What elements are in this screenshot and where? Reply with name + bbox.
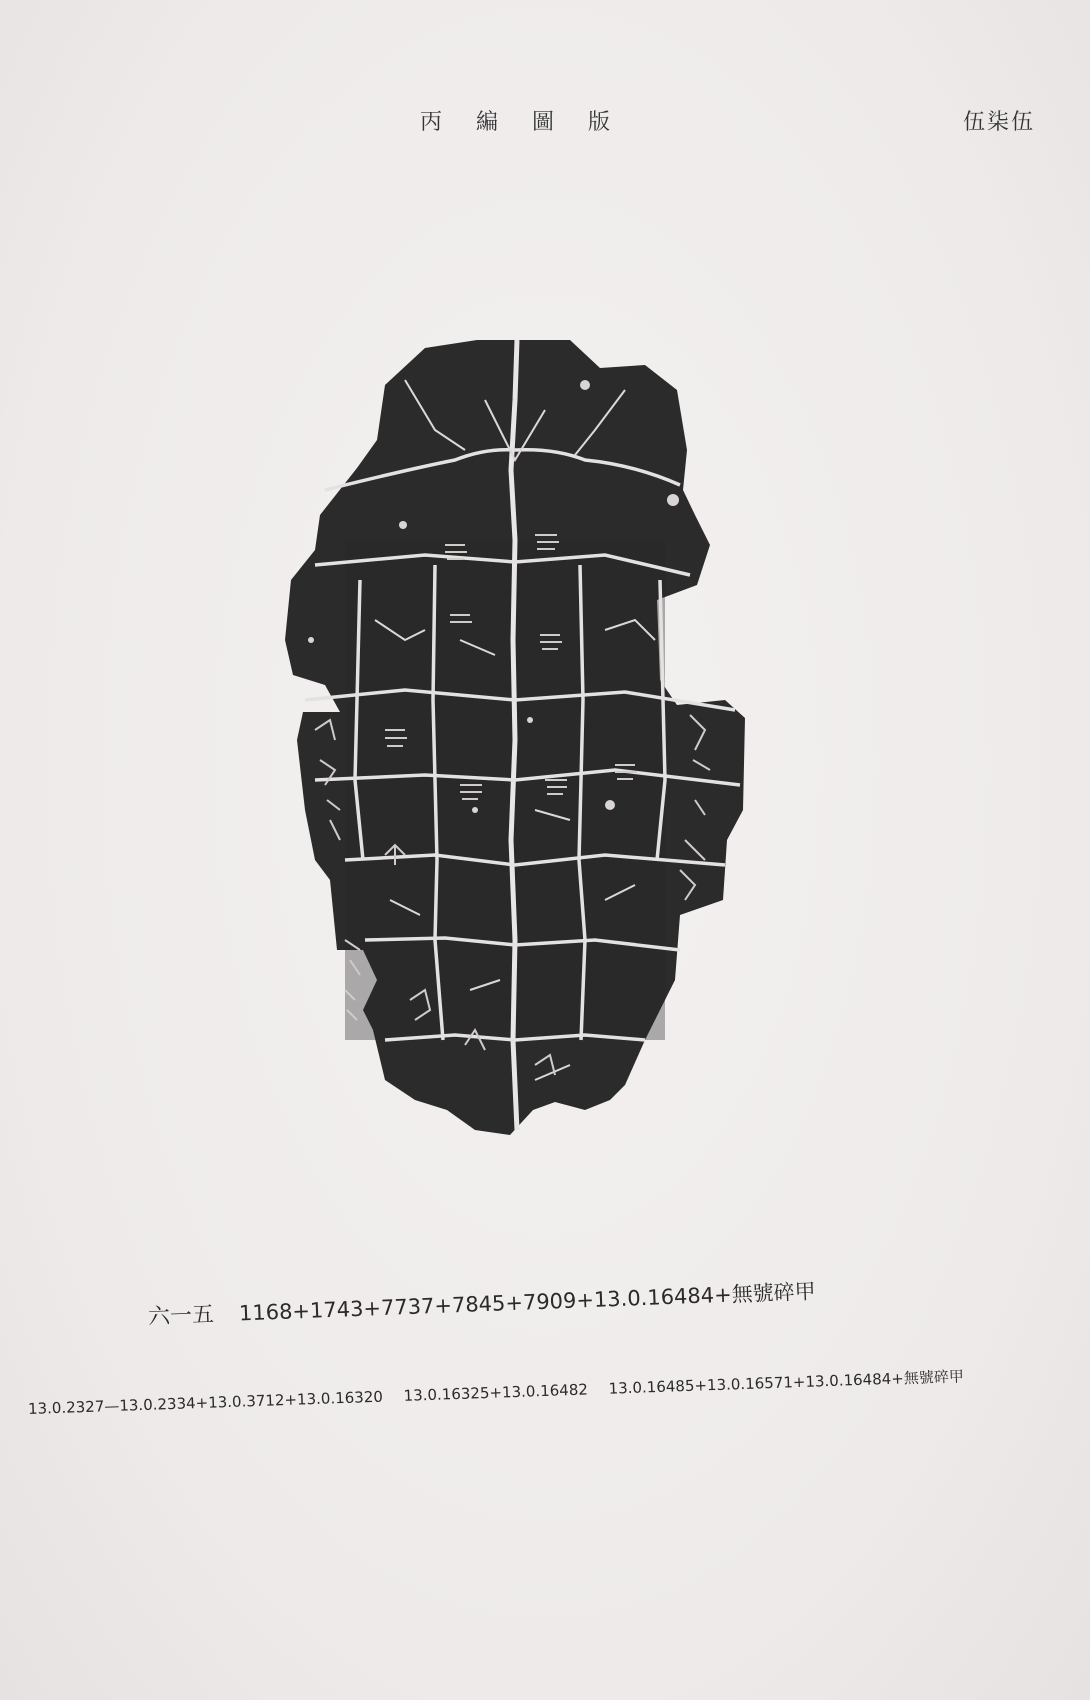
- source-group: 13.0.16485+13.0.16571+13.0.16484+無號碎甲: [608, 1367, 965, 1398]
- source-group: 13.0.2327—13.0.2334+13.0.3712+13.0.16320: [27, 1387, 384, 1418]
- oracle-bone-rubbing-image: [285, 340, 805, 1220]
- page-number: 伍柒伍: [962, 110, 1035, 135]
- source-group: 13.0.16325+13.0.16482: [403, 1380, 589, 1405]
- plate-caption: [147, 1274, 816, 1331]
- page-header-title: 丙編圖版: [420, 110, 645, 135]
- rubbing-svg: [285, 340, 805, 1220]
- plate-ids: 1168+1743+7737+7845+7909+13.0.16484+無號碎甲: [238, 1279, 817, 1326]
- plastron-texture: [345, 540, 665, 1040]
- plate-number: 六一五: [147, 1302, 215, 1330]
- source-numbers-line: [28, 1362, 1068, 1419]
